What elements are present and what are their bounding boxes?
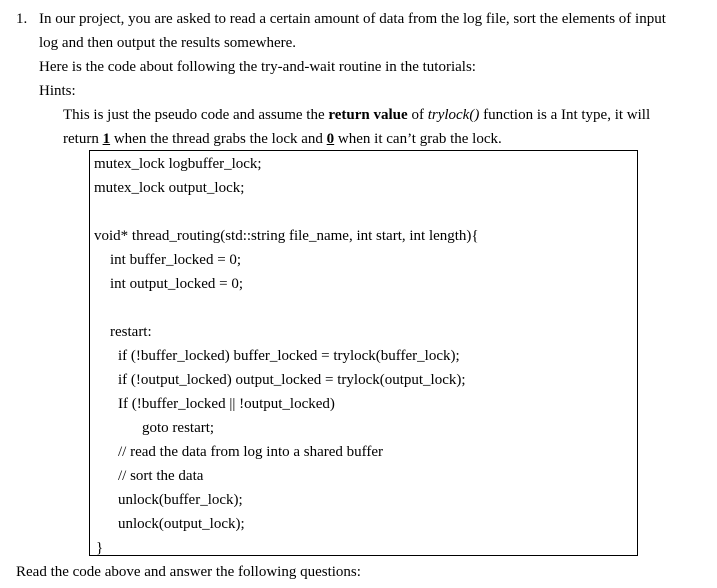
code-line: goto restart; xyxy=(142,420,215,436)
question-number: 1. xyxy=(16,11,28,27)
hint-text: when the thread grabs the lock and xyxy=(110,131,327,147)
code-line: mutex_lock logbuffer_lock; xyxy=(94,156,262,172)
code-line: // sort the data xyxy=(118,468,204,484)
code-line: unlock(output_lock); xyxy=(118,516,245,532)
hint-line-1 xyxy=(63,105,650,125)
code-line: } xyxy=(96,540,104,556)
question-text-line-2: log and then output the results somewhere. xyxy=(39,35,297,51)
hint-text: of xyxy=(407,107,428,123)
code-line: if (!output_locked) output_locked = trylock(output_lock); xyxy=(118,372,466,388)
hint-text: This is just the pseudo code and assume the xyxy=(63,107,329,123)
hint-text: return xyxy=(63,131,103,147)
code-line: If (!buffer_locked || !output_locked) xyxy=(118,396,335,412)
code-line: mutex_lock output_lock; xyxy=(94,180,245,196)
hints-label: Hints: xyxy=(39,83,76,99)
footer-instruction: Read the code above and answer the following questions: xyxy=(16,564,361,580)
hint-line-2 xyxy=(63,129,502,149)
code-line: void* thread_routing(std::string file_name, int start, int length){ xyxy=(94,228,479,244)
hint-emphasis-return-value: return value xyxy=(328,107,408,123)
code-line: restart: xyxy=(110,324,152,340)
hint-function-name: trylock() xyxy=(427,107,480,123)
question-text-line-3: Here is the code about following the try-and-wait routine in the tutorials: xyxy=(39,59,476,75)
hint-value-zero: 0 xyxy=(326,131,335,147)
code-line: unlock(buffer_lock); xyxy=(118,492,243,508)
code-line: int buffer_locked = 0; xyxy=(110,252,242,268)
hint-text: function is a Int type, it will xyxy=(479,107,651,123)
code-line: // read the data from log into a shared buffer xyxy=(118,444,384,460)
hint-text: when it can’t grab the lock. xyxy=(334,131,502,147)
code-line: if (!buffer_locked) buffer_locked = trylock(buffer_lock); xyxy=(118,348,460,364)
hint-value-one: 1 xyxy=(102,131,111,147)
question-text-line-1: In our project, you are asked to read a certain amount of data from the log file, sort the elements of input xyxy=(39,11,666,27)
code-line: int output_locked = 0; xyxy=(110,276,244,292)
code-box xyxy=(89,150,638,556)
